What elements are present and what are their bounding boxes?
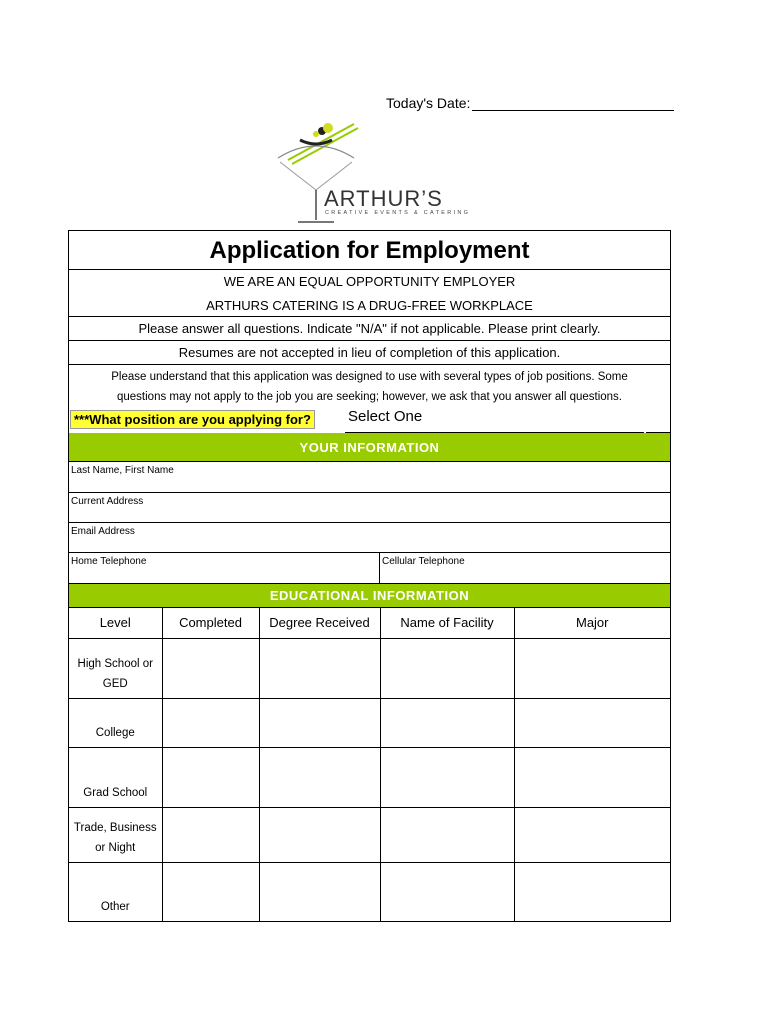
education-header-row	[69, 608, 670, 638]
column-header-major: Major	[514, 608, 670, 638]
understand-line-1: Please understand that this application was designed to use with several types of job positions. Some	[111, 371, 628, 383]
telephone-row	[69, 553, 670, 584]
logo-name: ARTHUR’S	[324, 186, 443, 211]
cell-telephone-label: Cellular Telephone	[382, 556, 465, 567]
level-cell	[69, 638, 162, 698]
level-label-line-2: or Night	[95, 841, 136, 854]
completed-cell[interactable]	[162, 862, 259, 921]
education-row-college	[69, 698, 670, 747]
position-select[interactable]	[345, 408, 651, 432]
todays-date-field	[386, 95, 674, 111]
column-header-completed: Completed	[162, 608, 259, 638]
email-label: Email Address	[71, 526, 135, 537]
degree-cell[interactable]	[259, 862, 380, 921]
name-label: Last Name, First Name	[71, 465, 174, 476]
todays-date-label: Today's Date:	[386, 95, 471, 111]
degree-cell[interactable]	[259, 807, 380, 862]
major-cell[interactable]	[514, 862, 670, 921]
level-label: Grad School	[83, 786, 148, 799]
level-label: Other	[100, 901, 130, 913]
column-header-level: Level	[69, 608, 162, 638]
name-field[interactable]	[69, 462, 670, 493]
completed-cell[interactable]	[162, 698, 259, 747]
level-cell	[69, 698, 162, 747]
position-cell-end	[646, 408, 670, 433]
drug-free-statement: ARTHURS CATERING IS A DRUG-FREE WORKPLACE	[69, 294, 670, 317]
degree-cell[interactable]	[259, 638, 380, 698]
degree-cell[interactable]	[259, 747, 380, 807]
position-selected-value: Select One	[348, 408, 423, 425]
form-title: Application for Employment	[69, 231, 670, 270]
education-table	[69, 608, 670, 921]
home-telephone-label: Home Telephone	[71, 556, 147, 567]
position-question-label: ***What position are you applying for?	[70, 410, 315, 429]
understand-line-2: questions may not apply to the job you are seeking; however, we ask that you answer all questions.	[116, 391, 623, 403]
facility-cell[interactable]	[380, 638, 514, 698]
education-row-other	[69, 862, 670, 921]
major-cell[interactable]	[514, 807, 670, 862]
instructions-text: Please answer all questions. Indicate "N/A" if not applicable. Please print clearly.	[69, 317, 670, 341]
telephone-divider	[379, 553, 380, 583]
level-cell	[69, 747, 162, 807]
completed-cell[interactable]	[162, 807, 259, 862]
resume-note: Resumes are not accepted in lieu of completion of this application.	[69, 341, 670, 365]
level-label: Trade, Business	[73, 821, 157, 834]
logo-tagline: CREATIVE EVENTS & CATERING	[325, 210, 471, 216]
major-cell[interactable]	[514, 638, 670, 698]
your-information-heading: YOUR INFORMATION	[69, 433, 670, 462]
understand-note	[69, 365, 670, 408]
facility-cell[interactable]	[380, 862, 514, 921]
level-label: High School or	[77, 657, 153, 670]
level-label-line-2: GED	[102, 677, 128, 690]
column-header-facility: Name of Facility	[380, 608, 514, 638]
educational-information-heading: EDUCATIONAL INFORMATION	[69, 584, 670, 608]
application-form	[68, 230, 671, 922]
eeo-statement: WE ARE AN EQUAL OPPORTUNITY EMPLOYER	[223, 274, 516, 289]
degree-cell[interactable]	[259, 698, 380, 747]
facility-cell[interactable]	[380, 747, 514, 807]
level-cell	[69, 807, 162, 862]
education-row-trade	[69, 807, 670, 862]
completed-cell[interactable]	[162, 747, 259, 807]
column-header-degree: Degree Received	[259, 608, 380, 638]
level-label: College	[95, 726, 135, 739]
email-field[interactable]	[69, 523, 670, 553]
facility-cell[interactable]	[380, 807, 514, 862]
education-row-high-school	[69, 638, 670, 698]
address-field[interactable]	[69, 493, 670, 523]
todays-date-input-line[interactable]	[472, 96, 674, 111]
major-cell[interactable]	[514, 747, 670, 807]
education-row-grad-school	[69, 747, 670, 807]
facility-cell[interactable]	[380, 698, 514, 747]
level-cell	[69, 862, 162, 921]
address-label: Current Address	[71, 496, 144, 507]
major-cell[interactable]	[514, 698, 670, 747]
completed-cell[interactable]	[162, 638, 259, 698]
position-row	[69, 408, 670, 433]
